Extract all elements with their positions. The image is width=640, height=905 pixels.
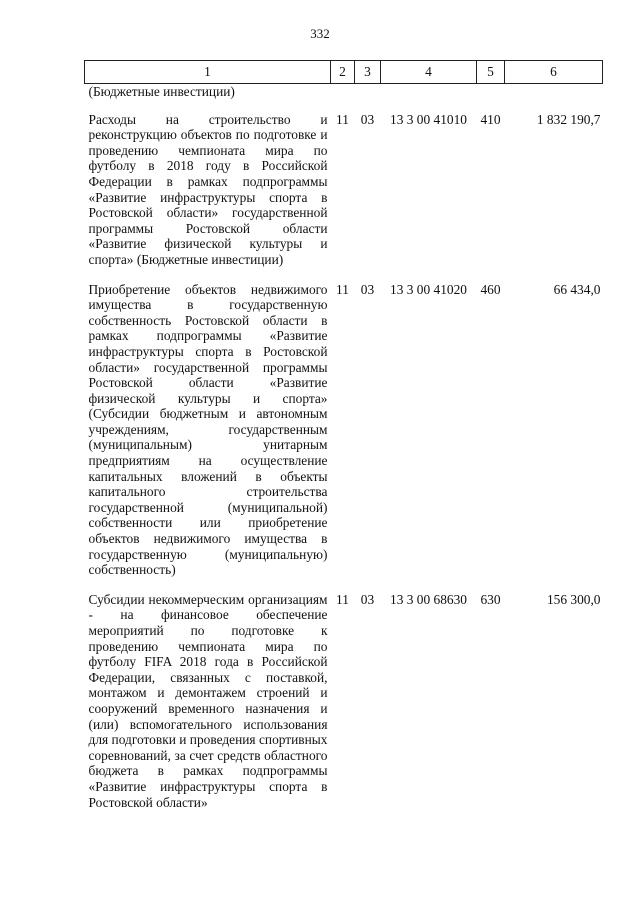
row-amount: 66 434,0 (553, 281, 601, 297)
row-description: Расходы на строительство и реконструкцию объектов по подготовке и проведению чемпионата мира по футболу в 2018 году в Российской Федерации в рамках подпрограммы «Развитие инфраструктуры спорта в Ростовской области» государственной программы Ростовской области «Развитие физической культуры и спорта» (Бюджетные инвестиции) (88, 111, 328, 267)
row-csr: 13 3 00 68630 (390, 591, 467, 607)
header-col-6: 6 (505, 61, 603, 84)
header-col-1: 1 (85, 61, 331, 84)
page-number: 332 (310, 26, 330, 41)
row-description: Приобретение объектов недвижимого имущества в государственную собственность Ростовской области в рамках подпрограммы «Развитие инфраструктуры спорта в Ростовской области» государственной программы Ростовской области «Развитие физической культуры и спорта» (Субсидии бюджетным и автономным учреждениям, государственным (муниципальным) унитарным предприятиям на осуществление капитальных вложений в объекты капитального строительства государственной (муниципальной) собственности или приобретение объектов недвижимого имущества в государственную (муниципальную) собственность) (88, 281, 328, 578)
row-csr: 13 3 00 41010 (390, 111, 467, 127)
row-vr: 630 (480, 591, 501, 607)
row-vr: 460 (480, 281, 501, 297)
row-csr: 13 3 00 41020 (390, 281, 467, 297)
header-col-2: 2 (331, 61, 355, 84)
row-pr: 03 (360, 111, 375, 127)
row-pr: 03 (360, 591, 375, 607)
table-header-row (85, 61, 603, 84)
header-col-5: 5 (477, 61, 505, 84)
continuation-text: (Бюджетные инвестиции) (88, 84, 235, 99)
table-row (85, 112, 603, 282)
row-rz: 11 (336, 591, 349, 607)
row-pr: 03 (360, 281, 375, 297)
budget-table (84, 60, 603, 824)
row-rz: 11 (336, 281, 349, 297)
row-amount: 1 832 190,7 (536, 111, 601, 127)
continuation-row (85, 84, 603, 112)
row-vr: 410 (480, 111, 501, 127)
header-col-3: 3 (355, 61, 381, 84)
row-description: Субсидии некоммерческим организациям - на финансовое обеспечение мероприятий по подготовке к проведению чемпионата мира по футболу FIFA 2018 года в Российской Федерации, связанных с поставкой, монтажом и демонтажем строений и сооружений временного назначения и (или) вспомогательного использования для подготовки и проведения спортивных соревнований, за счет средств областного бюджета в рамках подпрограммы «Развитие инфраструктуры спорта в Ростовской области» (88, 591, 328, 810)
row-rz: 11 (336, 111, 349, 127)
table-row (85, 592, 603, 824)
header-col-4: 4 (381, 61, 477, 84)
row-amount: 156 300,0 (546, 591, 601, 607)
table-row (85, 282, 603, 592)
